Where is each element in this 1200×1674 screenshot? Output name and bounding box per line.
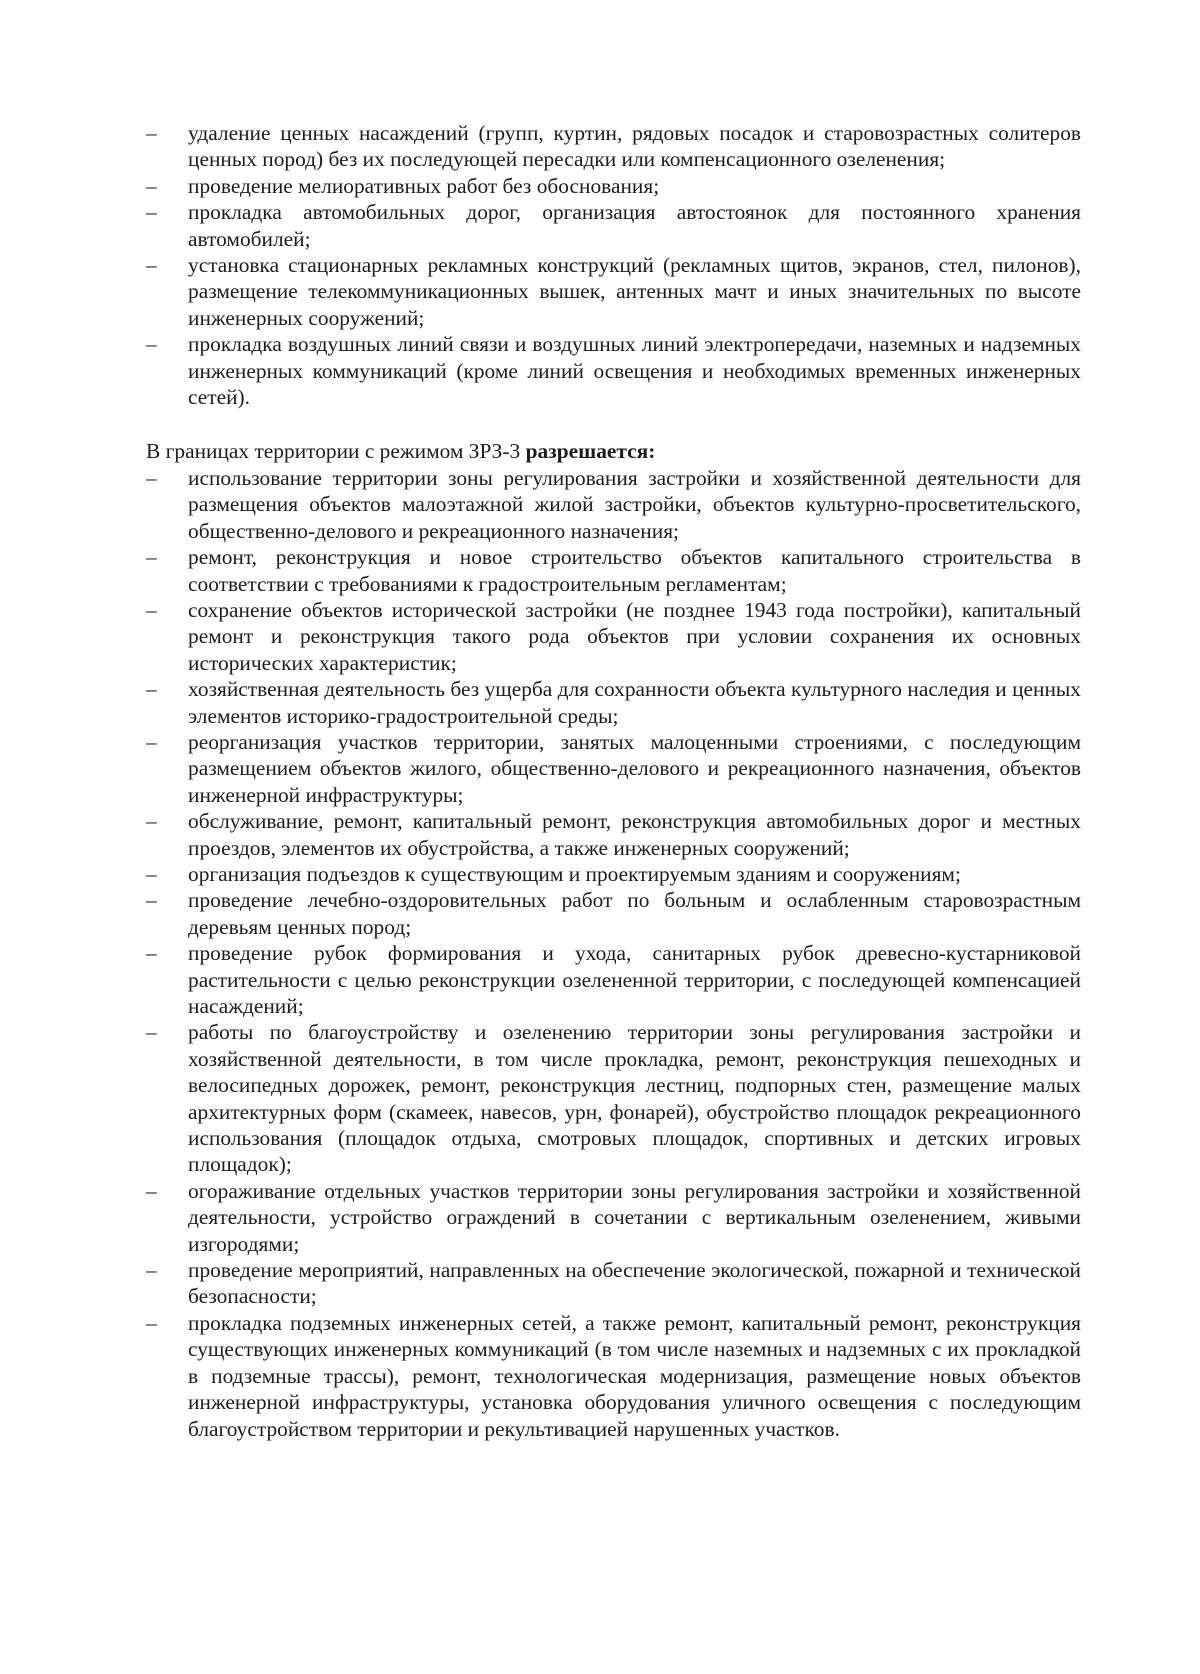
list-item [146,199,1081,252]
list-item [146,252,1081,331]
dash-marker: – [146,1258,157,1283]
permitted-heading-text: В границах территории с режимом ЗРЗ-3 [146,439,526,464]
dash-marker: – [146,729,157,754]
dash-marker: – [146,597,157,622]
list-item-text: удаление ценных насаждений (групп, куртин, рядовых посадок и старовозрастных солитеров ценных пород) без их последующей пересадки или компенсационного озеленения; [188,121,1081,172]
dash-marker: – [146,809,157,834]
list-item-text: проведение мелиоративных работ без обоснования; [188,173,660,198]
list-item [146,676,1081,729]
list-item [146,729,1081,808]
list-item [146,808,1081,861]
list-item-text: прокладка подземных инженерных сетей, а также ремонт, капитальный ремонт, реконструкция существующих инженерных коммуникаций (в том числе наземных и надземных с их прокладкой в подземные трассы), ремонт, технологическая модернизация, размещение новых объектов инженерной инфраструктуры, установка оборудования уличного освещения с последующим благоустройством территории и рекультивацией нарушенных участков. [188,1310,1081,1441]
list-item-text: установка стационарных рекламных конструкций (рекламных щитов, экранов, стел, пилонов), размещение телекоммуникационных вышек, антенных мачт и иных значительных по высоте инженерных сооружений; [188,253,1081,330]
list-item-text: проведение рубок формирования и ухода, санитарных рубок древесно-кустарниковой растительности с целью реконструкции озелененной территории, с последующей компенсацией насаждений; [188,941,1081,1018]
dash-marker: – [146,861,157,886]
dash-marker: – [146,121,157,145]
list-item-text: хозяйственная деятельность без ущерба для сохранности объекта культурного наследия и ценных элементов историко-градостроительной среды; [188,677,1081,728]
dash-marker: – [146,332,157,357]
list-item [146,173,1081,199]
list-item-text: сохранение объектов исторической застройки (не позднее 1943 года постройки), капитальный ремонт и реконструкция такого рода объектов при условии сохранения их основных исторических характеристик; [188,597,1081,675]
list-item [146,120,1081,173]
list-item-text: проведение лечебно-оздоровительных работ по больным и ослабленным старовозрастным деревьям ценных пород; [188,888,1081,939]
dash-marker: – [146,888,157,913]
list-item [146,597,1081,676]
prohibited-list [146,120,1081,410]
list-item-text: реорганизация участков территории, занятых малоценными строениями, с последующим размещением объектов жилого, общественно-делового и рекреационного назначения, объектов инженерной инфраструктуры; [188,729,1081,807]
list-item-text: прокладка воздушных линий связи и воздушных линий электропередачи, наземных и надземных инженерных коммуникаций (кроме линий освещения и необходимых временных инженерных сетей). [188,332,1081,410]
list-item-text: использование территории зоны регулирования застройки и хозяйственной деятельности для размещения объектов малоэтажной жилой застройки, объектов культурно-просветительского, общественно-делового и рекреационного назначения; [188,465,1081,543]
list-item-text: работы по благоустройству и озеленению территории зоны регулирования застройки и хозяйственной деятельности, в том числе прокладка, ремонт, реконструкция пешеходных и велосипедных дорожек, ремонт, реконструкция лестниц, подпорных стен, размещение малых архитектурных форм (скамеек, навесов, урн, фонарей), обустройство площадок рекреационного использования (площадок отдыха, смотровых площадок, спортивных и детских игровых площадок); [188,1020,1081,1177]
dash-marker: – [146,1310,157,1335]
dash-marker: – [146,253,157,278]
dash-marker: – [146,465,157,490]
list-item-text: ремонт, реконструкция и новое строительство объектов капитального строительства в соответствии с требованиями к градостроительным регламентам; [188,545,1081,596]
list-item [146,1178,1081,1257]
list-item-text: проведение мероприятий, направленных на обеспечение экологической, пожарной и технической безопасности; [188,1258,1081,1309]
list-item [146,887,1081,940]
permitted-list [146,465,1081,1442]
list-item-text: прокладка автомобильных дорог, организация автостоянок для постоянного хранения автомобилей; [188,200,1081,251]
list-item [146,1310,1081,1442]
list-item [146,1019,1081,1177]
list-item [146,940,1081,1019]
list-item [146,465,1081,544]
dash-marker: – [146,173,157,198]
dash-marker: – [146,1178,157,1203]
list-item-text: организация подъездов к существующим и проектируемым зданиям и сооружениям; [188,861,961,886]
list-item [146,544,1081,597]
dash-marker: – [146,677,157,702]
list-item [146,331,1081,410]
list-item [146,1257,1081,1310]
dash-marker: – [146,545,157,570]
dash-marker: – [146,941,157,966]
document-page [146,120,1081,1442]
dash-marker: – [146,200,157,225]
permitted-heading [146,438,1081,464]
list-item-text: обслуживание, ремонт, капитальный ремонт, реконструкция автомобильных дорог и местных проездов, элементов их обустройства, а также инженерных сооружений; [188,809,1081,860]
dash-marker: – [146,1020,157,1045]
permitted-heading-bold: разрешается: [525,439,656,464]
list-item-text: огораживание отдельных участков территории зоны регулирования застройки и хозяйственной деятельности, устройство ограждений в сочетании с вертикальным озеленением, живыми изгородями; [188,1178,1081,1256]
list-item [146,861,1081,887]
